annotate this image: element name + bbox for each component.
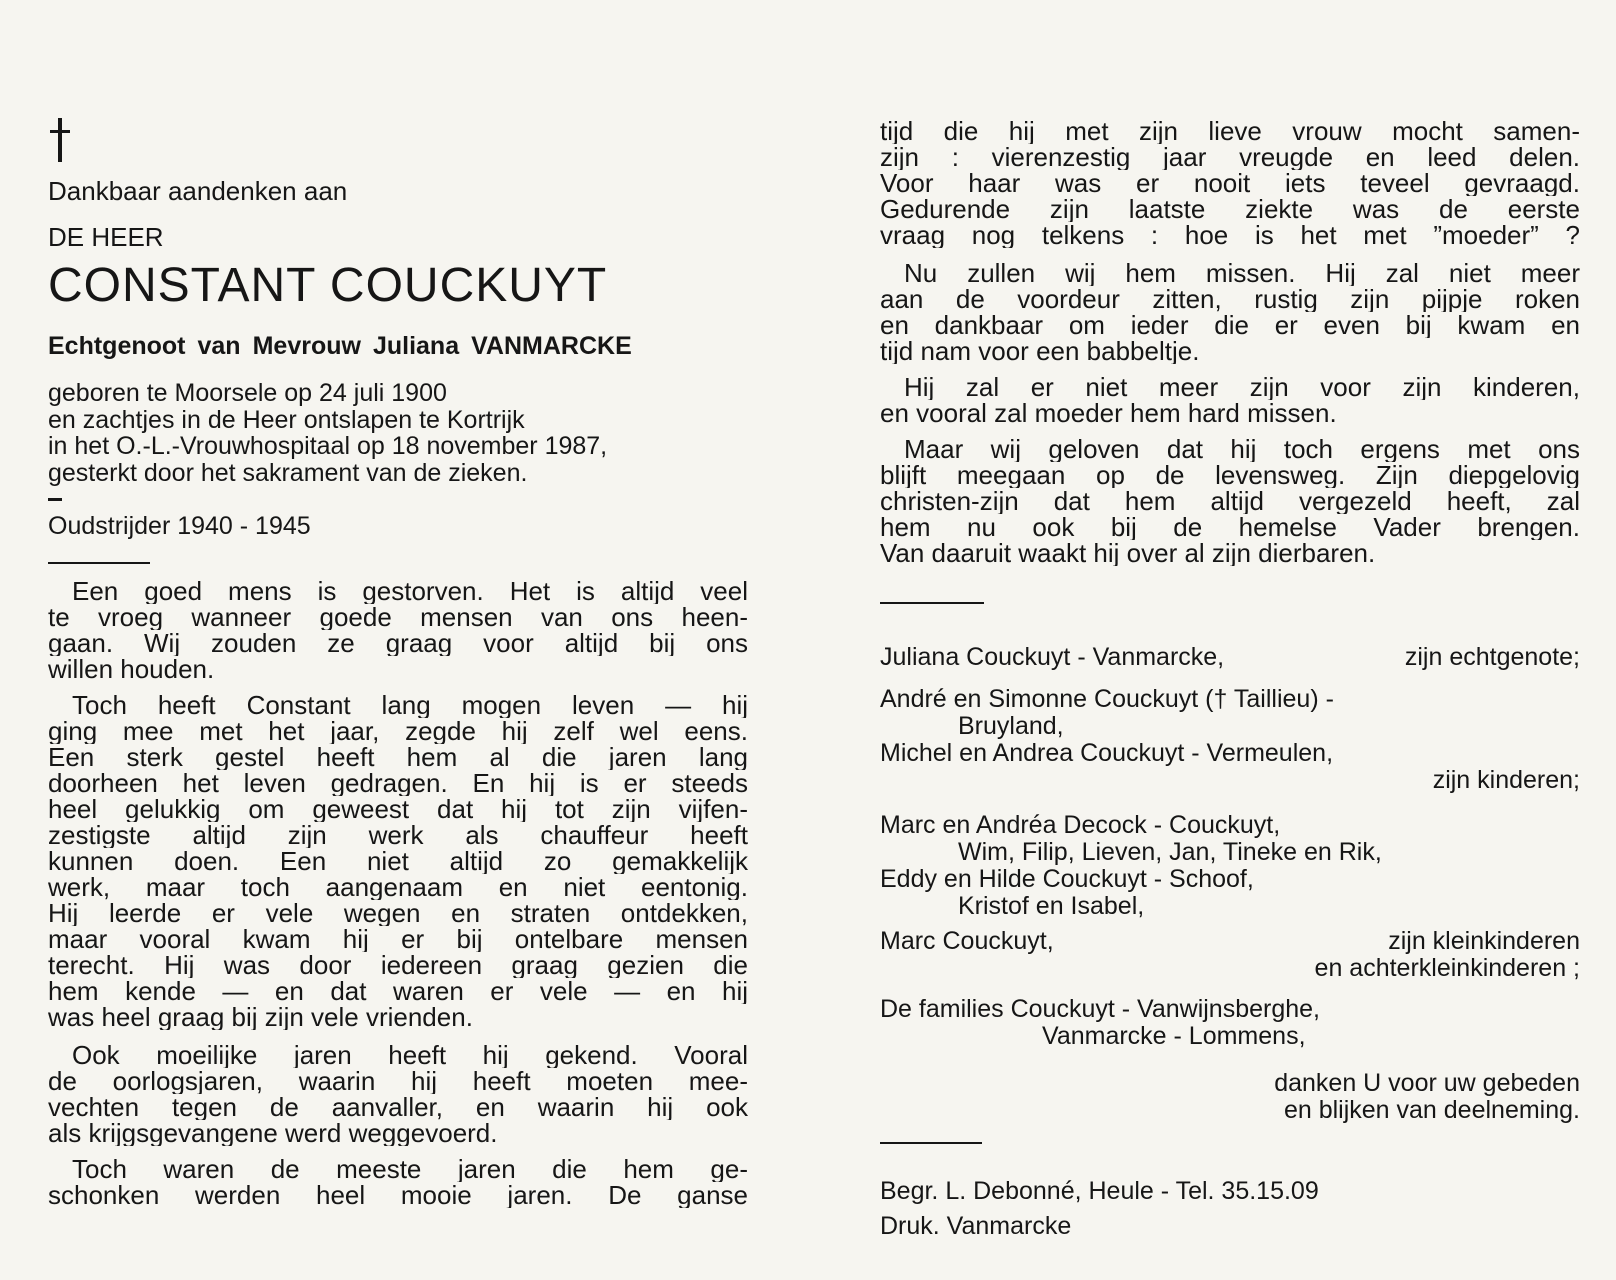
text-line: aan de voordeur zitten, rustig zijn pijpje roken — [880, 286, 1580, 312]
divider — [48, 562, 150, 564]
thanks-line: en blijken van deelneming. — [1283, 1096, 1580, 1124]
text-line: Toch waren de meeste jaren die hem ge- — [72, 1156, 748, 1182]
text-line: blijft meegaan op de levensweg. Zijn diepgelovig — [880, 462, 1580, 488]
spouse-word: Echtgenoot — [48, 332, 186, 360]
text-line: doorheen het leven gedragen. En hij is er steeds — [48, 770, 748, 796]
text-line: Maar wij geloven dat hij toch ergens met ons — [904, 436, 1580, 462]
relation-label: zijn kinderen; — [1432, 766, 1580, 794]
bio-line: en zachtjes in de Heer ontslapen te Kortrijk — [48, 405, 525, 434]
honorific: DE HEER — [48, 222, 164, 252]
text-line: tijd die hij met zijn lieve vrouw mocht samen- — [880, 118, 1580, 144]
spouse-word: Mevrouw — [252, 332, 361, 360]
text-line: en dankbaar om ieder die er even bij kwam en — [880, 312, 1580, 338]
text-line: terecht. Hij was door iedereen graag gezien die — [48, 952, 748, 978]
paragraph — [880, 260, 1580, 364]
paragraph — [48, 1156, 748, 1208]
text-line: Voor haar was er nooit iets teveel gevraagd. — [880, 170, 1580, 196]
family-name: Juliana Couckuyt - Vanmarcke, — [880, 643, 1225, 671]
paragraph — [880, 118, 1580, 248]
text-line: schonken werden heel mooie jaren. De ganse — [48, 1182, 748, 1208]
family-name: Eddy en Hilde Couckuyt - Schoof, — [880, 865, 1254, 893]
paragraph — [880, 374, 1580, 426]
family-name: De families Couckuyt - Vanwijnsberghe, — [880, 995, 1321, 1023]
text-line: was heel graag bij zijn vele vrienden. — [48, 1004, 473, 1030]
family-name: Wim, Filip, Lieven, Jan, Tineke en Rik, — [958, 838, 1382, 866]
spouse-line — [48, 332, 644, 361]
relation-label: zijn kleinkinderen — [1388, 927, 1580, 955]
footer — [880, 1178, 1580, 1240]
text-line: te vroeg wanneer goede mensen van ons heen- — [48, 604, 748, 630]
paragraph — [48, 1042, 748, 1146]
paragraph — [48, 692, 748, 1030]
text-line: vraag nog telkens : hoe is het met ”moeder” ? — [880, 222, 1580, 248]
printer-line: Druk. Vanmarcke — [880, 1212, 1072, 1240]
spouse-word: van — [197, 332, 241, 360]
text-line: Van daaruit waakt hij over al zijn dierbaren. — [880, 540, 1376, 566]
spouse-word: Juliana — [372, 332, 460, 360]
undertaker-line: Begr. L. Debonné, Heule - Tel. 35.15.09 — [880, 1177, 1319, 1205]
divider — [880, 1142, 982, 1144]
thanks-line: danken U voor uw gebeden — [1274, 1069, 1580, 1097]
text-line: Toch heeft Constant lang mogen leven — hij — [72, 692, 748, 718]
family-name: Kristof en Isabel, — [958, 892, 1145, 920]
family-other — [880, 996, 1580, 1050]
relation-label: en achterkleinkinderen ; — [1314, 954, 1580, 982]
text-line: Ook moeilijke jaren heeft hij gekend. Vooral — [72, 1042, 748, 1068]
spouse-word: VANMARCKE — [471, 332, 632, 360]
text-line: de oorlogsjaren, waarin hij heeft moeten mee- — [48, 1068, 748, 1094]
text-line: Een goed mens is gestorven. Het is altijd veel — [72, 578, 748, 604]
family-spouse — [880, 644, 1580, 671]
family-name: André en Simonne Couckuyt († Taillieu) - — [880, 685, 1334, 713]
text-line: zijn : vierenzestig jaar vreugde en leed delen. — [880, 144, 1580, 170]
text-line: ging mee met het jaar, zegde hij zelf wel eens. — [48, 718, 748, 744]
family-children — [880, 686, 1580, 794]
bio-line: in het O.-L.-Vrouwhospitaal op 18 november 1987, — [48, 432, 608, 460]
text-line: heel gelukkig om geweest dat hij tot zijn vijfen- — [48, 796, 748, 822]
text-line: hem nu ook bij de hemelse Vader brengen. — [880, 514, 1580, 540]
bio-line: geboren te Moorsele op 24 juli 1900 — [48, 379, 447, 407]
text-line: willen houden. — [48, 656, 215, 682]
relation-label: zijn echtgenote; — [1404, 643, 1580, 671]
text-line: vechten tegen de aanvaller, en waarin hij ook — [48, 1094, 748, 1120]
paragraph — [48, 578, 748, 682]
thanks — [880, 1070, 1580, 1124]
text-line: Een sterk gestel heeft hem al die jaren lang — [48, 744, 748, 770]
text-line: werk, maar toch aangenaam en niet eentonig. — [48, 874, 748, 900]
family-name: Bruyland, — [958, 712, 1064, 740]
family-grandchildren — [880, 812, 1580, 920]
text-line: tijd nam voor een babbeltje. — [880, 338, 1200, 364]
text-line: gaan. Wij zouden ze graag voor altijd bij ons — [48, 630, 748, 656]
deceased-name: CONSTANT COUCKUYT — [48, 259, 608, 312]
family-grandchildren-end — [880, 928, 1580, 982]
paragraph — [880, 436, 1580, 566]
divider — [880, 602, 984, 604]
biography — [48, 380, 607, 486]
bio-line: gesterkt door het sakrament van de zieken. — [48, 458, 528, 487]
dedication: Dankbaar aandenken aan — [48, 176, 348, 206]
cross-icon — [50, 118, 70, 162]
text-line: Nu zullen wij hem missen. Hij zal niet meer — [904, 260, 1580, 286]
text-line: Hij zal er niet meer zijn voor zijn kinderen, — [904, 374, 1580, 400]
veteran-note: Oudstrijder 1940 - 1945 — [48, 512, 311, 540]
text-line: Hij leerde er vele wegen en straten ontdekken, — [48, 900, 748, 926]
text-line: kunnen doen. Een niet altijd zo gemakkelijk — [48, 848, 748, 874]
family-name: Marc en Andréa Decock - Couckuyt, — [880, 811, 1281, 839]
small-dash — [48, 498, 62, 501]
text-line: Gedurende zijn laatste ziekte was de eerste — [880, 196, 1580, 222]
text-line: christen-zijn dat hem altijd vergezeld heeft, zal — [880, 488, 1580, 514]
text-line: als krijgsgevangene werd weggevoerd. — [48, 1120, 498, 1146]
text-line: en vooral zal moeder hem hard missen. — [880, 400, 1337, 426]
family-name: Vanmarcke - Lommens, — [1042, 1022, 1306, 1050]
text-line: zestigste altijd zijn werk als chauffeur heeft — [48, 822, 748, 848]
family-name: Marc Couckuyt, — [880, 927, 1054, 955]
family-name: Michel en Andrea Couckuyt - Vermeulen, — [880, 739, 1334, 767]
text-line: maar vooral kwam hij er bij ontelbare mensen — [48, 926, 748, 952]
text-line: hem kende — en dat waren er vele — en hij — [48, 978, 748, 1004]
